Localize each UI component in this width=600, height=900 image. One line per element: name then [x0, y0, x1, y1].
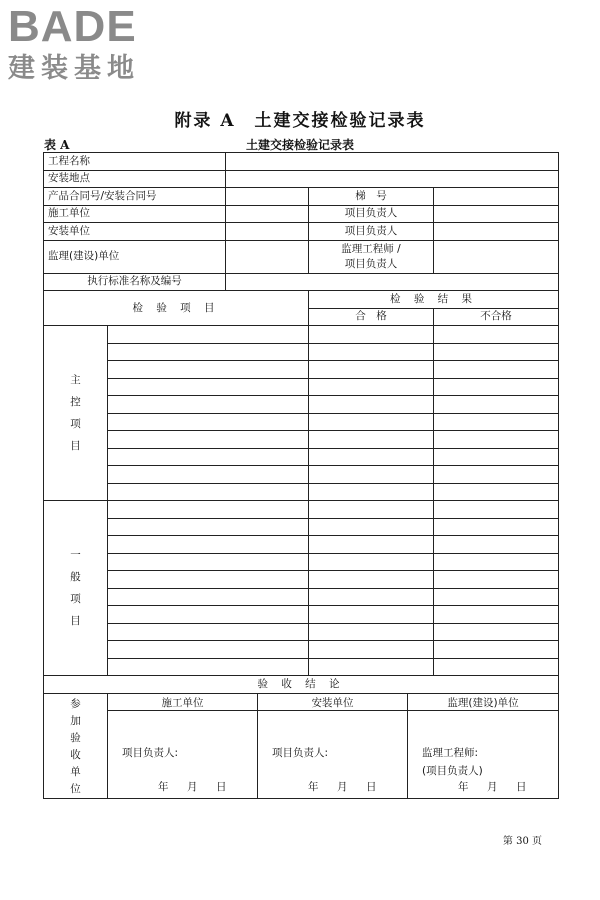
installation-unit-sig-cell[interactable]: [258, 711, 408, 799]
qualified-cell[interactable]: [309, 483, 434, 501]
general-item-cell[interactable]: [108, 606, 309, 624]
table-title: 土建交接检验记录表: [245, 138, 354, 152]
standard-name-label: 执行标准名称及编号: [44, 273, 226, 291]
general-items-char: 般: [70, 571, 81, 583]
participating-units-char: 位: [70, 783, 81, 795]
project-name-field[interactable]: [226, 153, 559, 171]
unqualified-cell[interactable]: [434, 623, 559, 641]
qualified-cell[interactable]: [309, 553, 434, 571]
main-item-cell[interactable]: [108, 431, 309, 449]
project-manager-sig-label: (项目负责人): [422, 765, 483, 778]
supervision-unit-sig-header: 监理(建设)单位: [408, 694, 559, 711]
inspection-form-table: [43, 152, 559, 694]
supervisor-field[interactable]: [434, 240, 559, 273]
main-items-char: 目: [70, 440, 81, 452]
participating-units-char: 收: [70, 749, 81, 761]
project-manager-field[interactable]: [434, 205, 559, 223]
unqualified-cell[interactable]: [434, 536, 559, 554]
main-item-cell[interactable]: [108, 483, 309, 501]
general-items-char: 目: [70, 615, 81, 627]
qualified-cell[interactable]: [309, 606, 434, 624]
qualified-cell[interactable]: [309, 518, 434, 536]
construction-unit-label: 施工单位: [44, 205, 226, 223]
supervision-unit-label: 监理(建设)单位: [44, 240, 226, 273]
general-items-char: 项: [70, 593, 81, 605]
general-item-cell[interactable]: [108, 553, 309, 571]
construction-unit-field[interactable]: [226, 205, 309, 223]
unqualified-cell[interactable]: [434, 483, 559, 501]
unqualified-cell[interactable]: [434, 641, 559, 659]
unqualified-cell[interactable]: [434, 571, 559, 589]
general-items-label: [44, 501, 108, 676]
construction-unit-sig-cell[interactable]: [108, 711, 258, 799]
qualified-cell[interactable]: [309, 326, 434, 344]
install-location-field[interactable]: [226, 170, 559, 188]
bade-logo: [8, 4, 178, 86]
qualified-cell[interactable]: [309, 588, 434, 606]
qualified-cell[interactable]: [309, 431, 434, 449]
contract-no-field[interactable]: [226, 188, 309, 206]
project-manager-field[interactable]: [434, 223, 559, 241]
unqualified-cell[interactable]: [434, 343, 559, 361]
general-item-cell[interactable]: [108, 623, 309, 641]
unqualified-cell[interactable]: [434, 606, 559, 624]
project-manager-label: 项目负责人: [309, 223, 434, 241]
main-items-label: [44, 326, 108, 501]
qualified-cell[interactable]: [309, 343, 434, 361]
main-item-cell[interactable]: [108, 343, 309, 361]
qualified-cell[interactable]: [309, 448, 434, 466]
main-items-char: 项: [70, 418, 81, 430]
unqualified-header: 不合格: [434, 308, 559, 326]
main-item-cell[interactable]: [108, 396, 309, 414]
sig-date: 年 月 日: [458, 781, 531, 794]
logo-text: BADE: [8, 2, 137, 51]
participating-units-label: [44, 694, 108, 799]
supervision-unit-sig-cell[interactable]: [408, 711, 559, 799]
installation-unit-field[interactable]: [226, 223, 309, 241]
sig-date: 年 月 日: [158, 781, 231, 794]
participating-units-char: 加: [70, 715, 81, 727]
standard-name-field[interactable]: [226, 273, 559, 291]
page-number: 第 30 页: [502, 836, 542, 847]
general-item-cell[interactable]: [108, 641, 309, 659]
elevator-no-label: 梯 号: [309, 188, 434, 206]
qualified-cell[interactable]: [309, 361, 434, 379]
supervisor-sig-label: 监理工程师:: [422, 747, 479, 760]
supervision-unit-field[interactable]: [226, 240, 309, 273]
project-manager-sig-label: 项目负责人:: [272, 747, 329, 760]
supervisor-label-line: 项目负责人: [344, 257, 398, 270]
general-items-char: 一: [70, 549, 81, 561]
conclusion-header: 验 收 结 论: [44, 676, 559, 694]
general-item-cell[interactable]: [108, 536, 309, 554]
qualified-cell[interactable]: [309, 378, 434, 396]
qualified-cell[interactable]: [309, 658, 434, 676]
qualified-cell[interactable]: [309, 501, 434, 519]
page-title: 附录 A 土建交接检验记录表: [174, 111, 426, 131]
supervisor-label: [309, 240, 434, 273]
general-item-cell[interactable]: [108, 518, 309, 536]
installation-unit-sig-header: 安装单位: [258, 694, 408, 711]
main-items-char: 控: [70, 396, 81, 408]
main-item-cell[interactable]: [108, 326, 309, 344]
unqualified-cell[interactable]: [434, 378, 559, 396]
unqualified-cell[interactable]: [434, 518, 559, 536]
participating-units-char: 验: [70, 732, 81, 744]
inspection-result-header: 检 验 结 果: [309, 291, 559, 309]
project-manager-label: 项目负责人: [309, 205, 434, 223]
unqualified-cell[interactable]: [434, 396, 559, 414]
project-name-label: 工程名称: [44, 153, 226, 171]
install-location-label: 安装地点: [44, 170, 226, 188]
main-item-cell[interactable]: [108, 466, 309, 484]
qualified-cell[interactable]: [309, 466, 434, 484]
general-item-cell[interactable]: [108, 588, 309, 606]
unqualified-cell[interactable]: [434, 466, 559, 484]
general-item-cell[interactable]: [108, 571, 309, 589]
main-items-char: 主: [70, 374, 81, 386]
logo-subtext: 建装基地: [8, 53, 140, 84]
sig-date: 年 月 日: [308, 781, 381, 794]
unqualified-cell[interactable]: [434, 361, 559, 379]
contract-no-label: 产品合同号/安装合同号: [44, 188, 226, 206]
project-manager-sig-label: 项目负责人:: [122, 747, 179, 760]
supervisor-label-line: 监理工程师 /: [341, 242, 401, 255]
qualified-cell[interactable]: [309, 571, 434, 589]
unqualified-cell[interactable]: [434, 588, 559, 606]
main-item-cell[interactable]: [108, 413, 309, 431]
unqualified-cell[interactable]: [434, 553, 559, 571]
main-item-cell[interactable]: [108, 378, 309, 396]
unqualified-cell[interactable]: [434, 501, 559, 519]
elevator-no-field[interactable]: [434, 188, 559, 206]
participating-units-char: 单: [70, 766, 81, 778]
main-item-cell[interactable]: [108, 448, 309, 466]
inspection-items-header: 检 验 项 目: [44, 291, 309, 326]
installation-unit-label: 安装单位: [44, 223, 226, 241]
general-item-cell[interactable]: [108, 501, 309, 519]
qualified-cell[interactable]: [309, 623, 434, 641]
unqualified-cell[interactable]: [434, 658, 559, 676]
unqualified-cell[interactable]: [434, 413, 559, 431]
signature-table: [43, 693, 559, 799]
qualified-cell[interactable]: [309, 641, 434, 659]
construction-unit-sig-header: 施工单位: [108, 694, 258, 711]
participating-units-char: 参: [70, 698, 81, 710]
qualified-header: 合 格: [309, 308, 434, 326]
general-item-cell[interactable]: [108, 658, 309, 676]
main-item-cell[interactable]: [108, 361, 309, 379]
table-label: 表 A: [44, 138, 70, 152]
qualified-cell[interactable]: [309, 396, 434, 414]
unqualified-cell[interactable]: [434, 431, 559, 449]
unqualified-cell[interactable]: [434, 448, 559, 466]
qualified-cell[interactable]: [309, 536, 434, 554]
unqualified-cell[interactable]: [434, 326, 559, 344]
qualified-cell[interactable]: [309, 413, 434, 431]
